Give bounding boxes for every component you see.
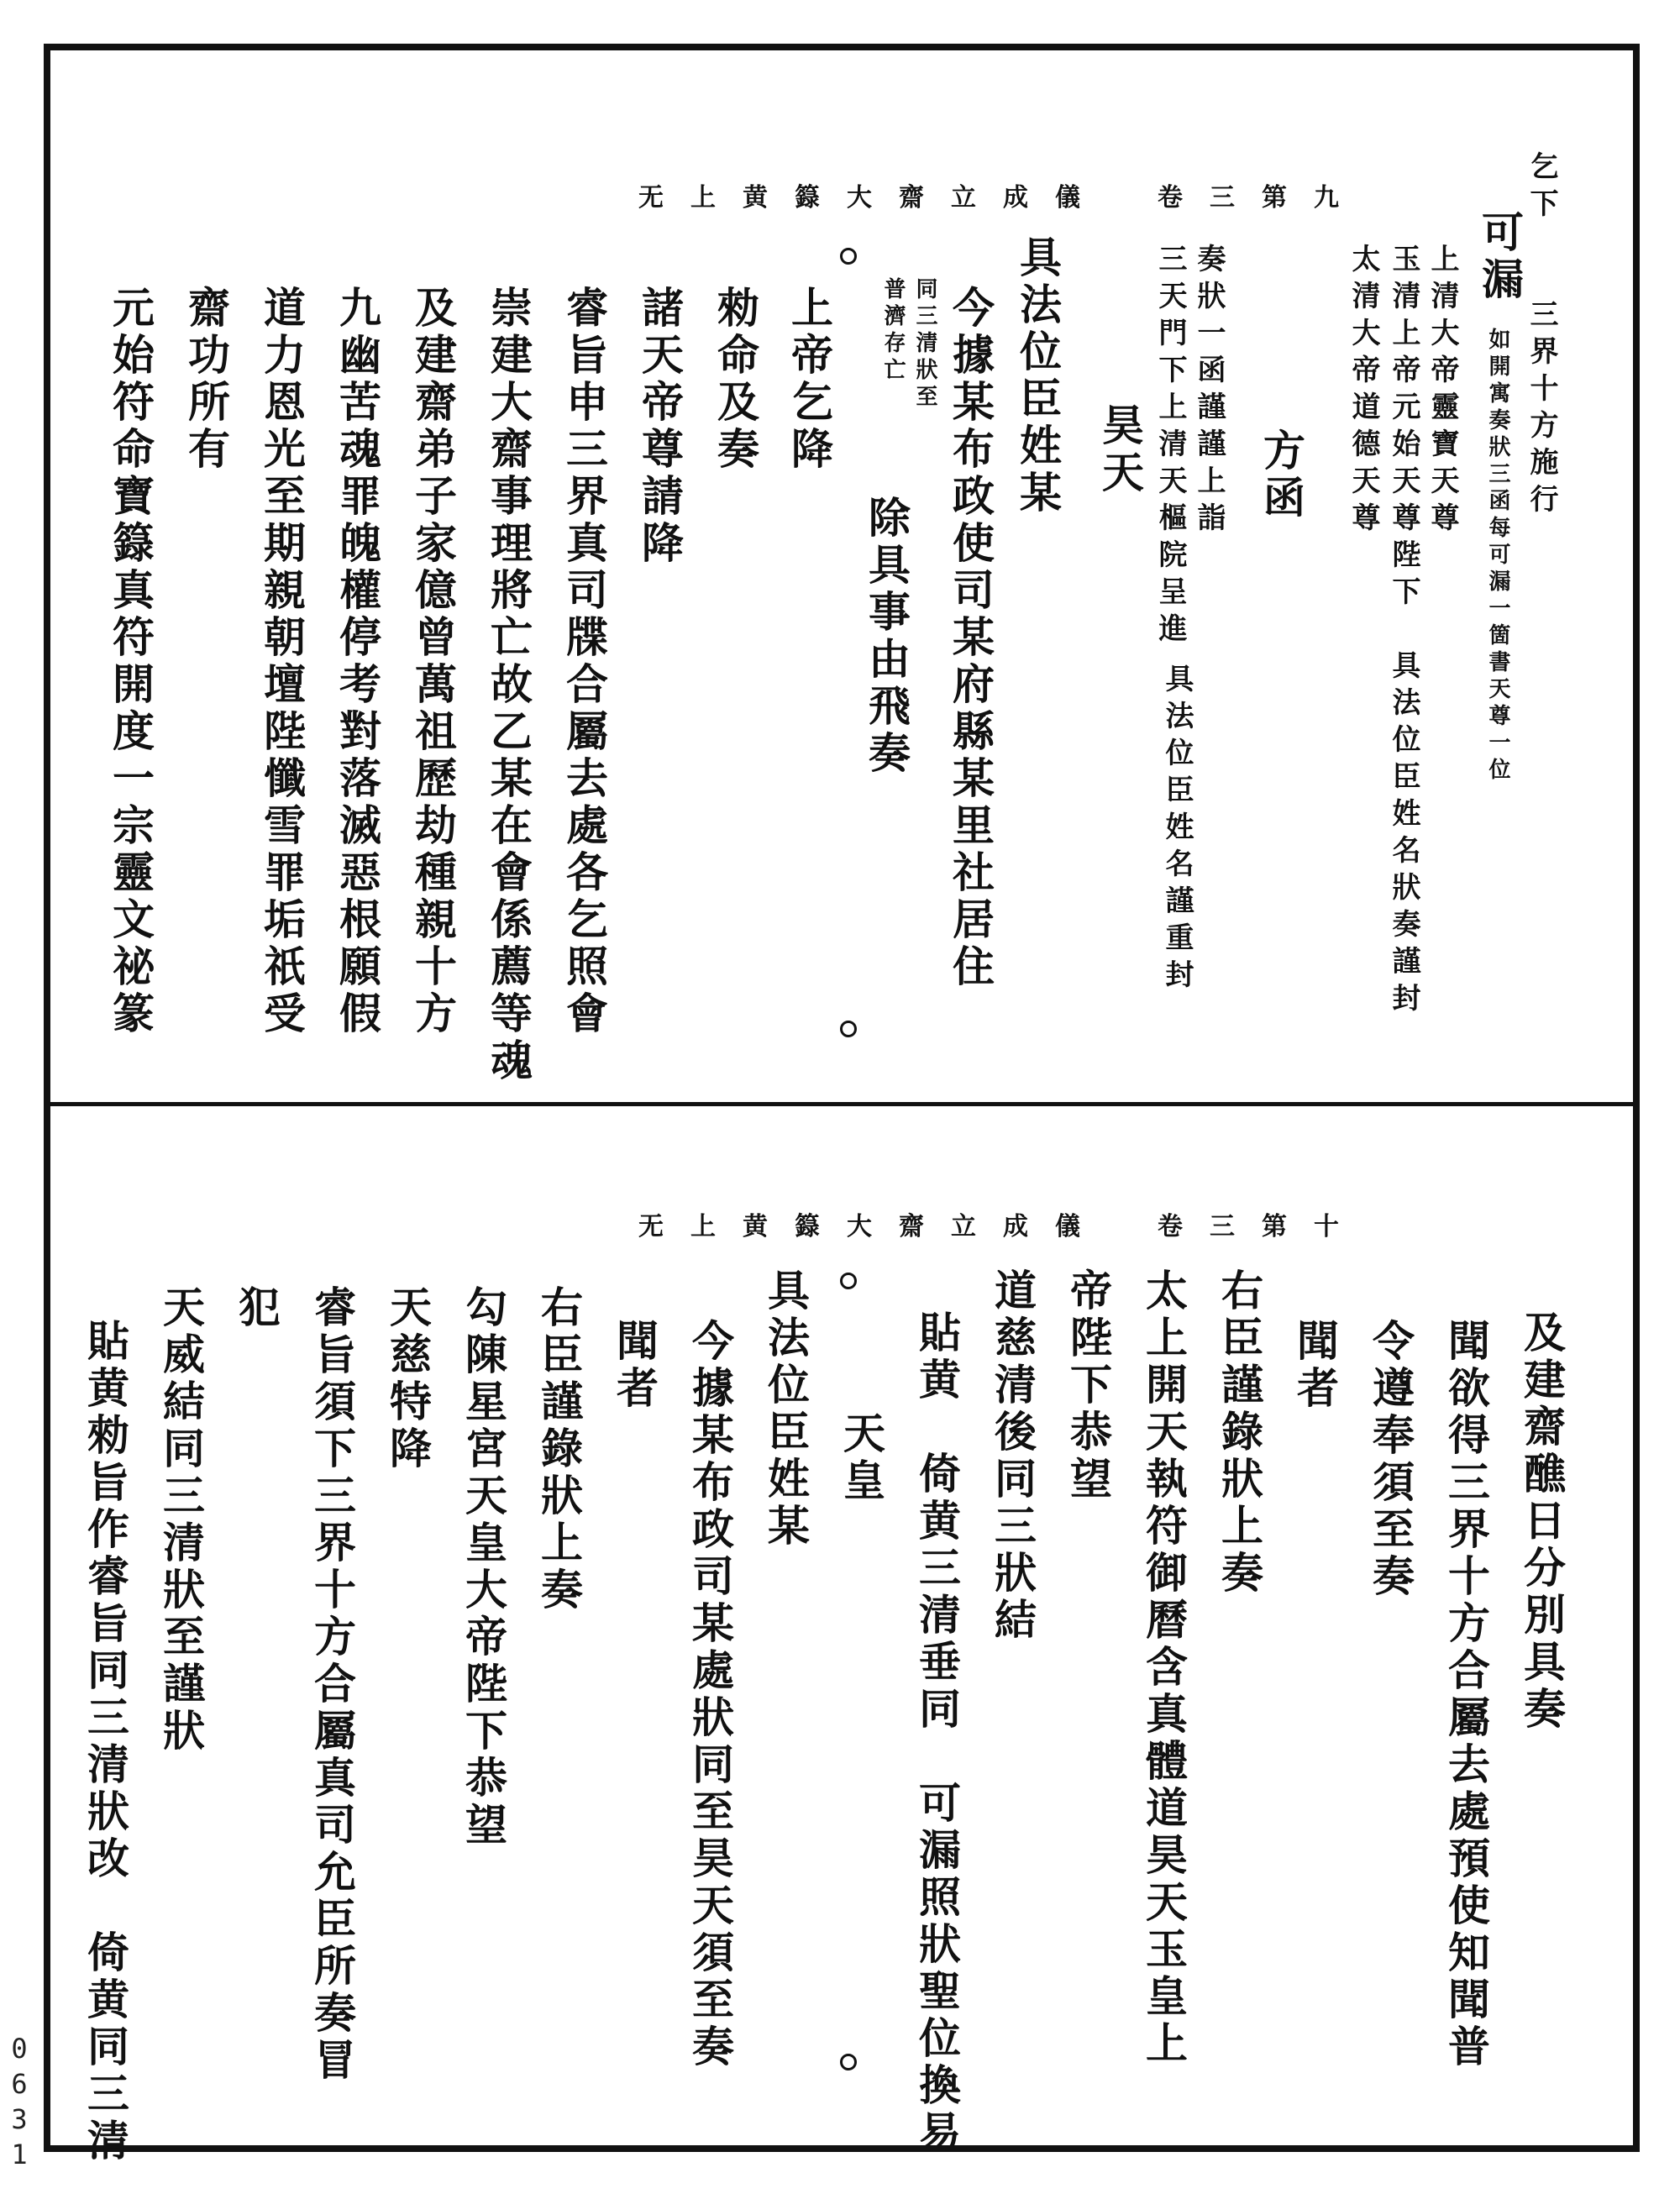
bottom-text-column: 及建齋醮日分別具奏 xyxy=(1517,1310,1567,1734)
fold-divider xyxy=(50,1102,1633,1106)
bottom-text-column: 天皇 xyxy=(837,1411,886,1505)
bottom-header-title: 无上黄籙大齋立成儀 xyxy=(638,1212,1107,1241)
bottom-header-page: 第十 xyxy=(1262,1212,1366,1241)
top-text-column: 同三清狀至 xyxy=(912,277,937,412)
bottom-text-column: 令遵奉須至奏 xyxy=(1366,1319,1415,1601)
top-text-column: 具法位臣姓某 xyxy=(1013,235,1063,517)
top-text-column: 及建齋弟子家億曾萬祖歷劫種親十方 xyxy=(408,286,458,1038)
bottom-text-column: 右臣謹錄狀上奏 xyxy=(534,1285,584,1614)
top-text-column: 具法位臣姓名謹重封 xyxy=(1160,664,1194,996)
bottom-text-column: 天威結同三清狀至謹狀 xyxy=(156,1285,206,1756)
bottom-text-column: 犯 xyxy=(232,1285,281,1332)
binding-hole-icon xyxy=(840,1021,857,1037)
top-text-column: 上清大帝靈寶天尊 xyxy=(1425,244,1459,539)
top-text-column: 道力恩光至期親朝壇陛懺雪罪垢祇受 xyxy=(257,286,307,1038)
bottom-text-column: 貼黄勑旨作睿旨同三清狀改 倚黄同三清 xyxy=(81,1319,130,2165)
binding-hole-icon xyxy=(840,248,857,265)
top-text-column: 乞下 三界十方施行 xyxy=(1525,151,1558,521)
bottom-header-volume: 卷三 xyxy=(1158,1212,1262,1241)
top-text-column: 今據某布政使司某府縣某里社居住 xyxy=(946,286,995,991)
bottom-text-column: 貼黄 倚黄三清垂同 可漏照狀聖位換易 xyxy=(912,1310,962,2157)
top-text-column: 除具事由飛奏 xyxy=(862,496,911,778)
top-text-column: 諸天帝尊請降 xyxy=(635,286,685,568)
top-text-column: 齋功所有 xyxy=(181,286,231,474)
bottom-text-column: 右臣謹錄狀上奏 xyxy=(1215,1268,1264,1598)
top-header-volume: 卷三 xyxy=(1158,183,1262,213)
bottom-text-column: 聞者 xyxy=(610,1319,659,1413)
binding-hole-icon xyxy=(840,1273,857,1289)
top-text-column: 如開寓奏狀三函每可漏一箇書天尊一位 xyxy=(1485,328,1510,785)
top-text-column: 崇建大齋事理將亡故乙某在會係薦等魂 xyxy=(484,286,533,1085)
top-text-column: 上帝乞降 xyxy=(785,286,834,474)
top-header-page: 第九 xyxy=(1262,183,1366,213)
bottom-text-column: 天慈特降 xyxy=(383,1285,433,1473)
bottom-text-column: 太上開天執符御曆含真體道昊天玉皇上 xyxy=(1139,1268,1189,2068)
binding-hole-icon xyxy=(840,2054,857,2070)
top-text-column: 三天門下上清天樞院呈進 xyxy=(1153,244,1187,650)
top-text-column: 睿旨申三界真司牒合屬去處各乞照會 xyxy=(559,286,609,1038)
folio-number: 0631 xyxy=(3,2033,35,2174)
top-text-column: 太清大帝道德天尊 xyxy=(1347,244,1380,539)
bottom-text-column: 睿旨須下三界十方合屬真司允臣所奏冒 xyxy=(307,1285,357,2085)
bottom-text-column: 聞者 xyxy=(1290,1319,1340,1413)
top-text-column: 玉清上帝元始天尊陛下 具法位臣姓名狀奏謹封 xyxy=(1387,244,1420,1020)
bottom-text-column: 聞欲得三界十方合屬去處預使知聞普 xyxy=(1441,1319,1491,2071)
top-text-column: 勑命及奏 xyxy=(711,286,760,474)
bottom-text-column: 道慈清後同三狀結 xyxy=(988,1268,1037,1645)
top-text-column: 普濟存亡 xyxy=(880,277,906,385)
bottom-text-column: 勾陳星宮天皇大帝陛下恭望 xyxy=(459,1285,508,1850)
top-header xyxy=(638,176,1366,213)
top-text-column: 可漏 xyxy=(1475,210,1525,304)
bottom-text-column: 具法位臣姓某 xyxy=(761,1268,811,1551)
top-text-column: 昊天 xyxy=(1095,403,1145,497)
top-header-title: 无上黄籙大齋立成儀 xyxy=(638,183,1107,213)
top-text-column: 九幽苦魂罪魄權停考對落滅惡根願假 xyxy=(333,286,382,1038)
bottom-text-column: 今據某布政司某處狀同至昊天須至奏 xyxy=(685,1319,735,2071)
top-text-column: 方函 xyxy=(1257,428,1306,522)
top-text-column: 奏狀一函謹謹上詣 xyxy=(1192,244,1226,539)
bottom-header xyxy=(638,1205,1366,1242)
top-text-column: 元始符命寶籙真符開度一宗靈文祕篆 xyxy=(106,286,155,1038)
bottom-text-column: 帝陛下恭望 xyxy=(1063,1268,1113,1504)
